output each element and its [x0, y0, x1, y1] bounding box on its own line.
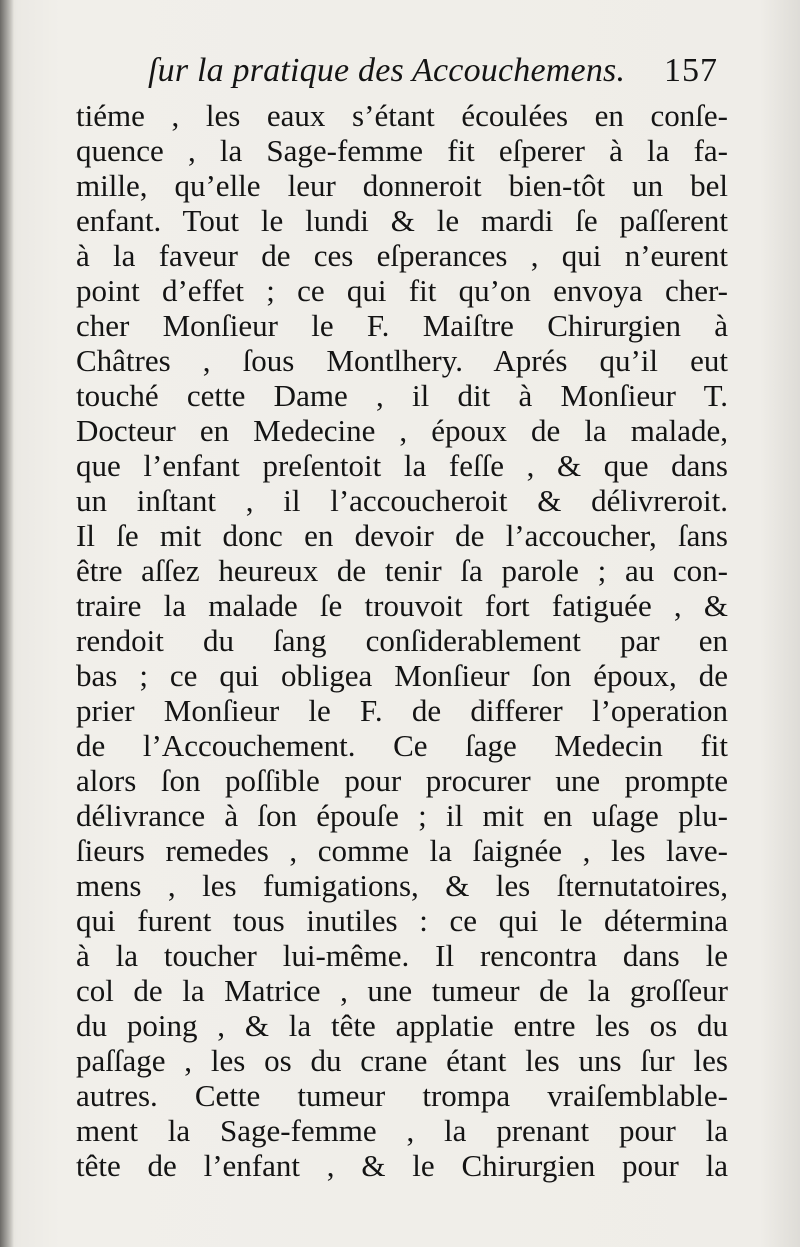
text-line: à la toucher lui-même. Il rencontra dans le	[76, 938, 728, 973]
text-line: bas ; ce qui obligea Monſieur ſon époux, de	[76, 658, 728, 693]
text-line: enfant. Tout le lundi & le mardi ſe paſſerent	[76, 203, 728, 238]
text-line: ment la Sage-femme , la prenant pour la	[76, 1113, 728, 1148]
text-line: touché cette Dame , il dit à Monſieur T.	[76, 378, 728, 413]
text-line: ſieurs remedes , comme la ſaignée , les lave-	[76, 833, 728, 868]
text-line: que l’enfant preſentoit la feſſe , & que dans	[76, 448, 728, 483]
text-line: alors ſon poſſible pour procurer une prompte	[76, 763, 728, 798]
binding-shadow	[0, 0, 14, 1247]
text-line: autres. Cette tumeur trompa vraiſemblable-	[76, 1078, 728, 1113]
page-header	[148, 52, 718, 100]
text-line: mille, qu’elle leur donneroit bien-tôt un bel	[76, 168, 728, 203]
text-line: Il ſe mit donc en devoir de l’accoucher, ſans	[76, 518, 728, 553]
text-line: traire la malade ſe trouvoit fort fatiguée , &	[76, 588, 728, 623]
text-line: à la faveur de ces eſperances , qui n’eurent	[76, 238, 728, 273]
text-line: être aſſez heureux de tenir ſa parole ; au con-	[76, 553, 728, 588]
text-line: du poing , & la tête applatie entre les os du	[76, 1008, 728, 1043]
text-line: col de la Matrice , une tumeur de la groſſeur	[76, 973, 728, 1008]
body-text	[76, 98, 728, 1183]
text-line: Châtres , ſous Montlhery. Aprés qu’il eut	[76, 343, 728, 378]
text-line: tête de l’enfant , & le Chirurgien pour la	[76, 1148, 728, 1183]
text-line: délivrance à ſon épouſe ; il mit en uſage plu-	[76, 798, 728, 833]
text-line: tiéme , les eaux s’étant écoulées en conſe-	[76, 98, 728, 133]
text-line: qui furent tous inutiles : ce qui le détermina	[76, 903, 728, 938]
text-line: paſſage , les os du crane étant les uns ſur les	[76, 1043, 728, 1078]
text-line: de l’Accouchement. Ce ſage Medecin fit	[76, 728, 728, 763]
text-line: prier Monſieur le F. de differer l’operation	[76, 693, 728, 728]
text-line: un inſtant , il l’accoucheroit & délivreroit.	[76, 483, 728, 518]
text-line: point d’effet ; ce qui fit qu’on envoya cher-	[76, 273, 728, 308]
text-line: cher Monſieur le F. Maiſtre Chirurgien à	[76, 308, 728, 343]
text-line: quence , la Sage-femme fit eſperer à la fa-	[76, 133, 728, 168]
text-line: Docteur en Medecine , époux de la malade,	[76, 413, 728, 448]
text-line: rendoit du ſang conſiderablement par en	[76, 623, 728, 658]
text-line: mens , les fumigations, & les ſternutatoires,	[76, 868, 728, 903]
page-number: 157	[664, 52, 718, 89]
running-head: ſur la pratique des Accouchemens.	[148, 52, 626, 89]
